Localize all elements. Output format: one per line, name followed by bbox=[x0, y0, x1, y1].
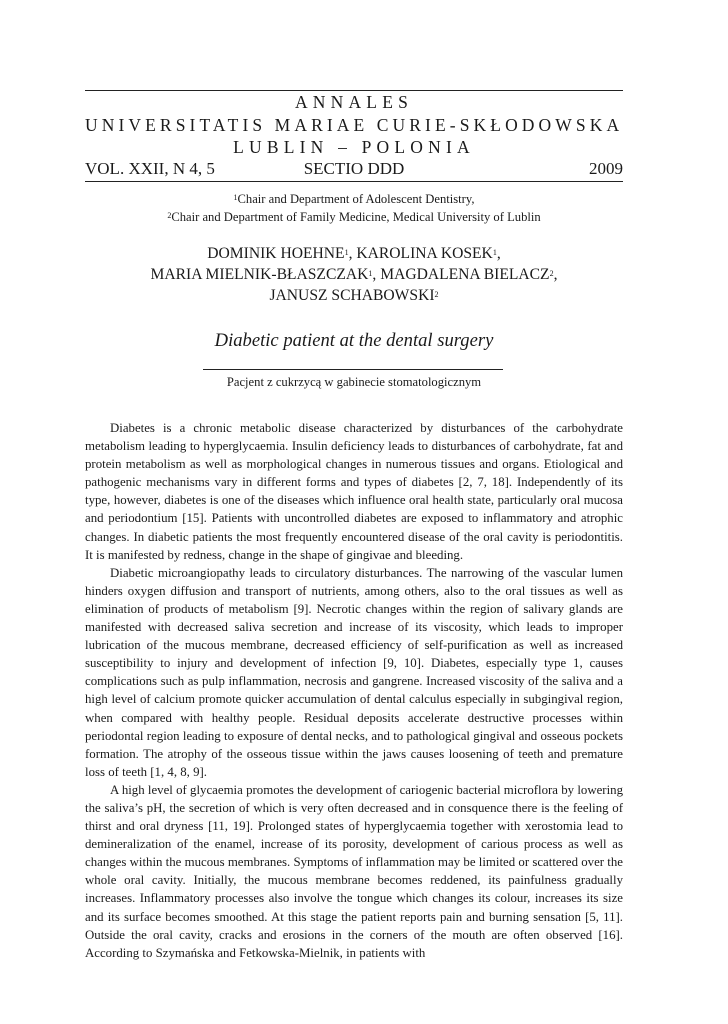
title-rule bbox=[203, 369, 503, 370]
author-name: MAGDALENA BIELACZ bbox=[380, 266, 550, 283]
affiliation-2 bbox=[85, 209, 623, 225]
author-separator: , bbox=[372, 266, 381, 283]
body-paragraph: A high level of glycaemia promotes the development of cariogenic bacterial microflora by lowering the saliva’s pH, the secretion of which is very often decreased and in consquence there is the feeling of thirst and oral dryness [11, 19]. Prolonged states of hyperglycaemia together with xerostomia lead to demineralization of the enamel, increase of its porosity, development of carious process as well as changes within the mucous membranes. Symptoms of inflammation may be limited or scattered over the whole oral cavity. Initially, the mucous membrane becomes reddened, its painfulness gradually increases. Inflammatory processes also involve the tongue which changes its colour, increases its size and its surface becomes smoothed. At this stage the patient reports pain and burning sensation [5, 11]. Outside the oral cavity, cracks and erosions in the corners of the mouth are often observed [16]. According to Szymańska and Fetkowska-Mielnik, in patients with bbox=[85, 782, 623, 960]
body-paragraph: Diabetic microangiopathy leads to circulatory disturbances. The narrowing of the vascular lumen hinders oxygen diffusion and transport of nutrients, among others, also to the oral tissues as well as elimination of products of metabolism [9]. Necrotic changes within the region of salivary glands are manifested with decreased saliva secretion and increase of its viscosity, which leads to improper lubrication of the mucous membrane, decreased efficiency of self-purification as well as increased susceptibility to injury and development of infection [9, 10]. Diabetes, especially type 1, causes complications such as pulp inflammation, necrosis and gangrene. Increased viscosity of the saliva and a high level of calcium promote quicker accumulation of dental calculus especially in subgingival region, when compared with healthy people. Residual deposits accelerate destructive processes within periodontal region leading to exposure of dental necks, and to pathological gingival and osseous pockets formation. The atrophy of the osseous tissue within the jaws causes loosening of teeth and premature loss of teeth [1, 4, 8, 9]. bbox=[85, 565, 623, 779]
author-affiliation-marker: 1 bbox=[492, 248, 497, 257]
publication-year: 2009 bbox=[589, 159, 623, 178]
article-body bbox=[85, 419, 623, 962]
journal-title-line-1: ANNALES bbox=[294, 92, 414, 112]
journal-title-line-3: LUBLIN – POLONIA bbox=[233, 137, 475, 157]
author-separator: , bbox=[553, 266, 558, 283]
header-top-rule bbox=[85, 90, 623, 91]
author-affiliation-marker: 2 bbox=[434, 290, 439, 299]
body-paragraph: Diabetes is a chronic metabolic disease characterized by disturbances of the carbohydrate metabolism leading to hyperglycaemia. Insulin deficiency leads to disturbances of carbohydrate, fat and protein metabolism as well as morphological changes in numerous tissues and organs. Etiological and pathogenic mechanisms vary in different forms and types of diabetes [2, 7, 18]. Independently of its type, however, diabetes is one of the diseases which influence oral health state, particularly oral mucosa and periodontium [15]. Patients with uncontrolled diabetes are exposed to inflammatory and atrophic changes. In diabetic patients the most frequently encountered disease of the oral cavity is periodontitis. It is manifested by redness, change in the shape of gingivae and bleeding. bbox=[85, 421, 623, 562]
affiliation-marker: 1 bbox=[233, 193, 238, 202]
affiliation-text: Chair and Department of Family Medicine, Medical University of Lublin bbox=[171, 210, 541, 224]
article-title: Diabetic patient at the dental surgery bbox=[214, 330, 494, 351]
author-affiliation-marker: 2 bbox=[549, 269, 554, 278]
volume-number: VOL. XXII, N 4, 5 bbox=[85, 159, 215, 178]
author-name: JANUSZ SCHABOWSKI bbox=[269, 287, 435, 304]
authors-line-3 bbox=[85, 286, 623, 306]
affiliation-text: Chair and Department of Adolescent Dentistry, bbox=[237, 192, 475, 206]
author-separator: , bbox=[496, 245, 501, 262]
author-name: DOMINIK HOEHNE bbox=[207, 245, 345, 262]
authors-line-1 bbox=[85, 244, 623, 264]
volume-rule bbox=[85, 181, 623, 182]
journal-title-line-2: UNIVERSITATIS MARIAE CURIE-SKŁODOWSKA bbox=[85, 115, 624, 135]
author-affiliation-marker: 1 bbox=[368, 269, 373, 278]
affiliation-1 bbox=[85, 191, 623, 207]
author-separator: , bbox=[348, 245, 357, 262]
affiliation-marker: 2 bbox=[167, 211, 172, 220]
volume-row bbox=[85, 158, 623, 180]
authors-line-2 bbox=[85, 265, 623, 285]
author-name: KAROLINA KOSEK bbox=[356, 245, 493, 262]
journal-section: SECTIO DDD bbox=[303, 159, 405, 178]
article-subtitle-polish: Pacjent z cukrzycą w gabinecie stomatologicznym bbox=[226, 375, 482, 389]
author-affiliation-marker: 1 bbox=[344, 248, 349, 257]
author-name: MARIA MIELNIK-BŁASZCZAK bbox=[150, 266, 369, 283]
